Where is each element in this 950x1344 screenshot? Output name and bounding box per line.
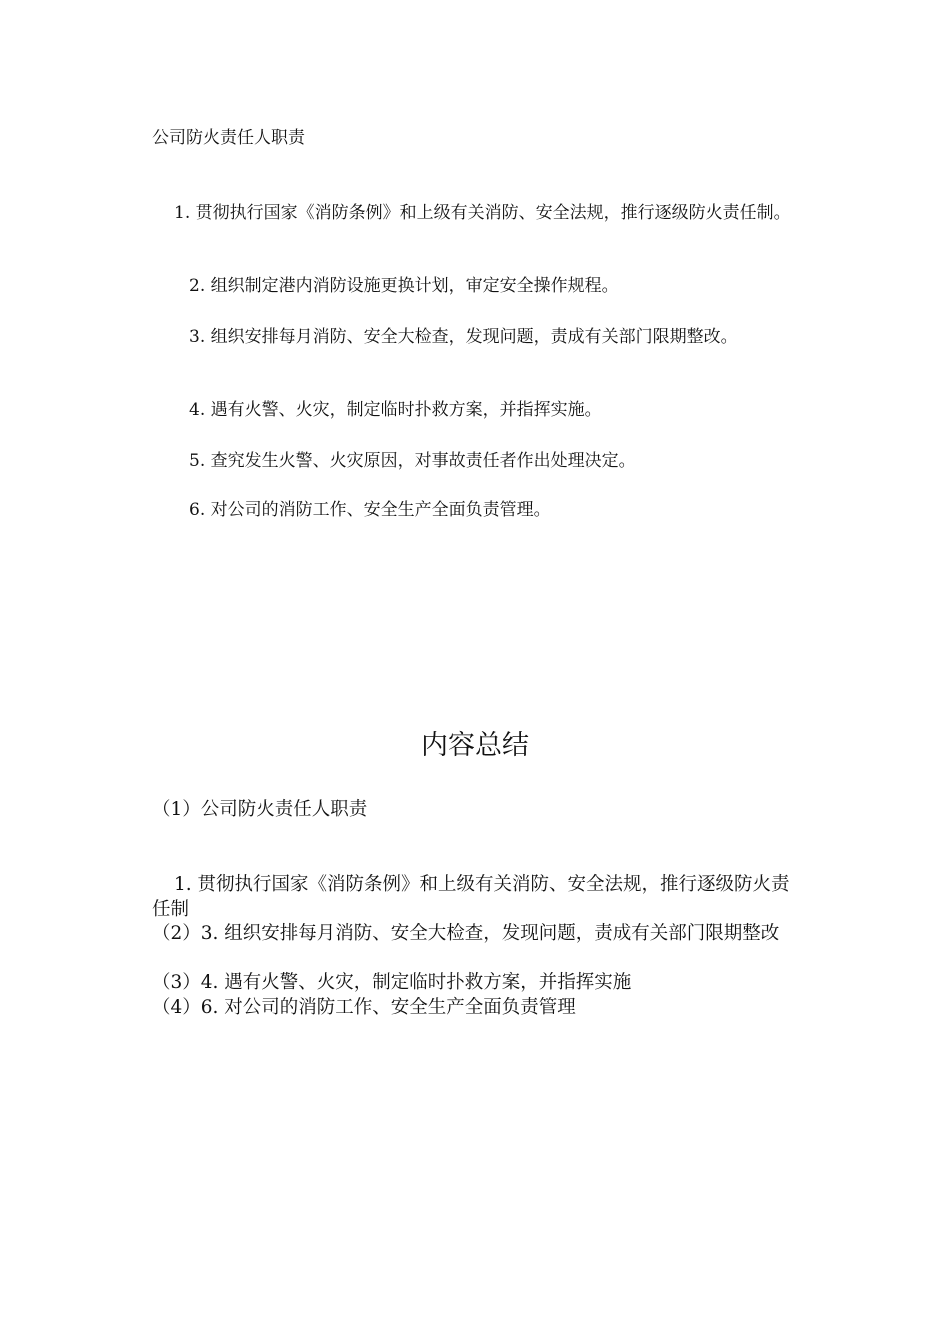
responsibility-item-4: 4. 遇有火警、火灾，制定临时扑救方案，并指挥实施。 — [189, 400, 602, 420]
summary-line-1: （1）公司防火责任人职责 — [152, 799, 368, 820]
responsibility-item-6: 6. 对公司的消防工作、安全生产全面负责管理。 — [189, 500, 551, 520]
summary-line-3: （2）3. 组织安排每月消防、安全大检查，发现问题，责成有关部门限期整改 — [152, 923, 780, 944]
summary-heading: 内容总结 — [421, 730, 529, 761]
responsibility-item-3: 3. 组织安排每月消防、安全大检查，发现问题，责成有关部门限期整改。 — [189, 327, 738, 347]
summary-line-4: （3）4. 遇有火警、火灾，制定临时扑救方案，并指挥实施 — [152, 972, 632, 993]
summary-line-2: 1. 贯彻执行国家《消防条例》和上级有关消防、安全法规，推行逐级防火责任制 — [152, 874, 790, 920]
responsibility-item-5: 5. 查究发生火警、火灾原因，对事故责任者作出处理决定。 — [189, 451, 636, 471]
responsibility-item-1: 1. 贯彻执行国家《消防条例》和上级有关消防、安全法规，推行逐级防火责任制。 — [174, 203, 791, 223]
document-title: 公司防火责任人职责 — [152, 128, 305, 148]
responsibility-item-2: 2. 组织制定港内消防设施更换计划，审定安全操作规程。 — [189, 276, 619, 296]
summary-line-5: （4）6. 对公司的消防工作、安全生产全面负责管理 — [152, 997, 576, 1018]
